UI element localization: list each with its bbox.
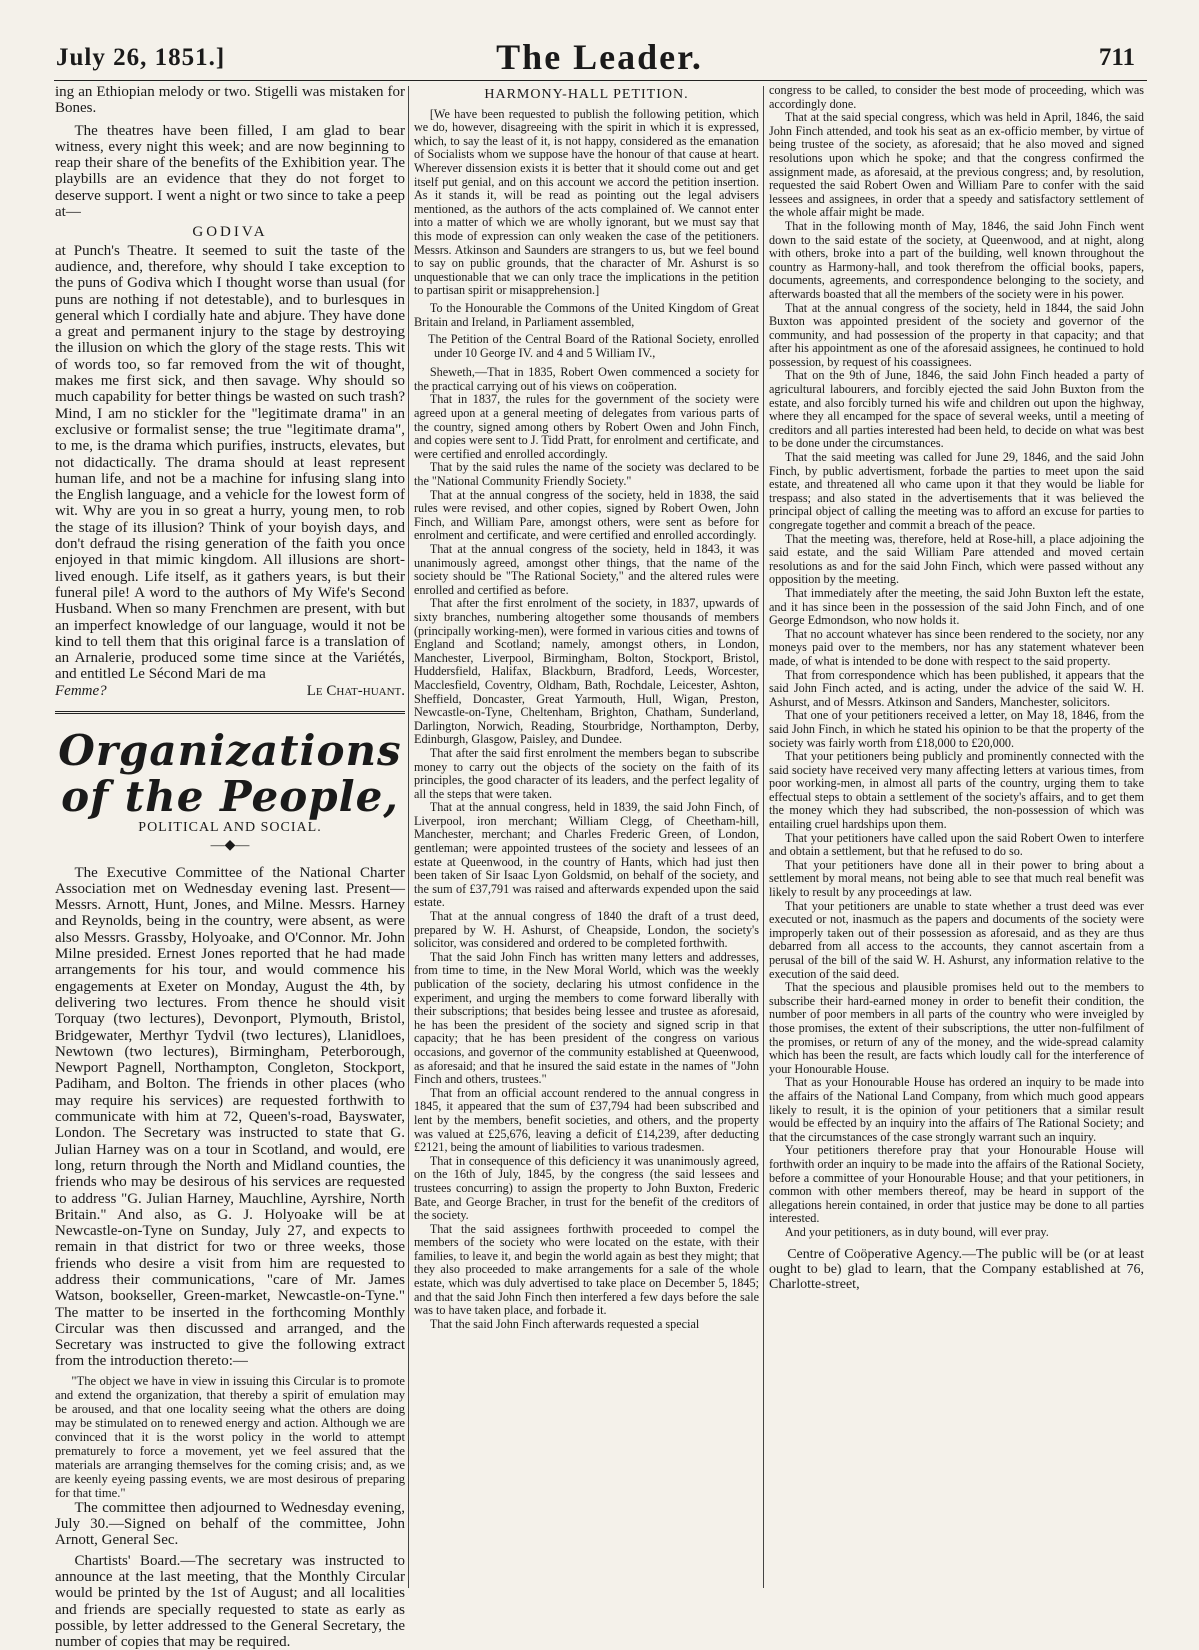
paragraph: That as your Honourable House has ordered an inquiry to be made into the affairs of the National Land Company, from which much good appears likely to result, it is the opinion of your petitioners that a similar result would be effected by an inquiry into the affairs of The Rational Society; and that the circumstances of the case strongly warrant such an inquiry.	[769, 1075, 1144, 1144]
paragraph: That your petitioners have done all in their power to bring about a settlement by moral means, not being able to see that much real benefit was likely to result by any proceedings at law.	[769, 857, 1144, 900]
review-heading: GODIVA	[192, 224, 268, 241]
masthead-title: The Leader.	[496, 37, 703, 77]
paragraph: Centre of Coöperative Agency.—The public will be (or at least ought to be) glad to learn, that the Company established at 76, Charlotte-street,	[769, 1247, 1144, 1293]
paragraph: [We have been requested to publish the following petition, which we do, however, disagreeing with the spirit in which it is expressed, which, to say the least of it, is not happy, considered as the emanation of Socialists whom we suppose have the honour of that cause at heart. Wherever dissension exists it is better that it should come out and get itself put genial, and on this account we accord the petition insertion. As it stands it, will be read as pointing out the legal advisers mentioned, as the authors of the acts complained of. We cannot enter into a matter of which we are wholly ignorant, but we must say that this mode of expression can only weaken the case of the petitioners. Messrs. Atkinson and Saunders are strangers to us, but we feel bound to say on public grounds, that the character of Mr. Ashurst is so unquestionable that we can only trace the implications in the petition to partisan spirit or misapprehension.]	[414, 106, 759, 298]
paragraph: That at the annual congress, held in 1839, the said John Finch, of Liverpool, iron merchant; William Clegg, of Cheetham-hill, Manchester, merchant; and Charles Frederic Green, of London, gentleman; were appointed trustees of the society and lessees of an estate at Queenwood, in the country of Hants, which had just then been taken of Sir Isaac Lyon Goldsmid, on behalf of the society, and the sum of £37,791 was raised and afterwards expended upon the said estate.	[414, 800, 759, 910]
paragraph: at Punch's Theatre. It seemed to suit the taste of the audience, and, therefore, why should I take exception to the puns of Godiva which I thought worse than usual (for puns are nothing if not detestable), and to burlesques in general which I cordially hate and abjure. They have done a great and permanent injury to the stage by destroying the illusion on which the glory of the stage rests. This wit of words too, so far removed from the wit of thought, makes me first sick, and then savage. Why should so much capability for better things be wasted on such trash? Mind, I am no stickler for the "legitimate drama" in an exclusive or formalist sense; the true "legitimate drama", to me, is the drama which purifies, instructs, elevates, but not didactically. The drama should at least represent human life, and not be a machine for infusing slang into the English language, and a vehicle for the lowest form of wit. Why are you in so great a hurry, young men, to rob the stage of its illusion? Think of your boyish days, and don't defraud the rising generation of the faith you once enjoyed in that mimic kingdom. All illusions are short-lived enough. Life itself, as it gathers years, is but their funeral pile! A word to the authors of My Wife's Second Husband. When so many Frenchmen are present, with but an imperfect knowledge of our language, would it not be kind to tell them that this original farce is a translation of an Arnalerie, produced some time since at the Variétés, and entitled Le Sécond Mari de ma	[55, 242, 405, 683]
paragraph: That from correspondence which has been published, it appears that the said John Finch acted, and is acting, under the advice of the said W. H. Ashurst, and of Messrs. Atkinson and Sanders, Manchester, solicitors.	[769, 667, 1144, 709]
paragraph: That the said meeting was called for June 29, 1846, and the said John Finch, by public advertisment, forbade the parties to meet upon the said estate, and threatened all who came upon it that they would be liable for trespass; and also stated in the advertisements that it was believed the principal object of calling the meeting was to afford an excuse for parties to congregate together and commit a breach of the peace.	[769, 450, 1144, 532]
paragraph: That at the annual congress of the society, held in 1843, it was unanimously agreed, amongst other things, that the name of the society should be "The Rational Society," and the altered rules were enrolled and certified as before.	[414, 542, 759, 597]
paragraph: That at the annual congress of the society, held in 1838, the said rules were revised, and other copies, signed by Robert Owen, John Finch, and William Pare, amongst others, were sent as before for enrolment and certificate, and were certified and enrolled accordingly.	[414, 487, 759, 543]
column-3	[769, 84, 1144, 1594]
paragraph: Sheweth,—That in 1835, Robert Owen commenced a society for the practical carrying out of his views on coöperation.	[414, 365, 759, 393]
paragraph: congress to be called, to consider the best mode of proceeding, which was accordingly done.	[769, 83, 1144, 111]
header-rule	[54, 80, 1147, 81]
paragraph: That the said John Finch has written many letters and addresses, from time to time, in the New Moral World, which was the weekly publication of the society, declaring his utmost confidence in the experiment, and urging the members to come forward liberally with their subscriptions; that besides being lessee and trustee as aforesaid, he has been the president of the society and signed scrip in that capacity; that he has been president of the congress on various occasions, and governor of the community established at Queenwood, as aforesaid; and that he insured the said estate in the names of "John Finch and others, trustees."	[414, 949, 759, 1087]
section-title: Organizations of the People,	[58, 725, 402, 821]
paragraph: That by the said rules the name of the society was declared to be the "National Community Friendly Society."	[414, 460, 759, 489]
ornament: —◆—	[210, 838, 250, 854]
page-header	[0, 0, 1199, 84]
section-subtitle: POLITICAL AND SOCIAL.	[138, 819, 322, 835]
section-rule	[55, 711, 405, 714]
paragraph: Your petitioners therefore pray that your Honourable House will forthwith order an inquiry to be made into the affairs of the Rational Society, before a committee of your Honourable House; and that your petitioners, in common with other members thereof, may be heard in support of the allegations herein contained, in order that justice may be done to all parties interested.	[769, 1143, 1144, 1226]
paragraph: That the specious and plausible promises held out to the members to subscribe their hard-earned money in order to benefit their condition, the number of poor members in all parts of the country who were inveigled by those promises, the extent of their subscriptions, the utter non-fulfilment of the promises, or return of any of the money, and the wide-spread calamity which has been the result, are facts which loudly call for the interference of your Honourable House.	[769, 980, 1144, 1076]
paragraph: Chartists' Board.—The secretary was instructed to announce at the last meeting, that the Monthly Circular would be printed by the 1st of August; and all localities and friends are specially requested to state as early as possible, by letter addressed to the General Secretary, the number of copies that may be required.	[55, 1552, 405, 1650]
paragraph: That at the annual congress of the society, held in 1844, the said John Buxton was appointed president of the society and governor of the community, and had possession of the property in that capacity; and that after his appointment as one of the aforesaid assignees, he continued to hold possession, by request of his coassignees.	[769, 300, 1144, 369]
paragraph: That the meeting was, therefore, held at Rose-hill, a place adjoining the said estate, and the said William Pare attended and moved certain resolutions as and for the said John Finch, which were passed without any opposition by the meeting.	[769, 531, 1144, 587]
paragraph: That in consequence of this deficiency it was unanimously agreed, on the 16th of July, 1845, by the congress (the said lessees and trustees concurring) to assign the property to John Buxton, Frederic Bate, and George Bracher, in trust for the benefit of the creditors of the society.	[414, 1153, 759, 1223]
paragraph: That no account whatever has since been rendered to the society, nor any moneys paid over to the members, nor has any statement whatever been made, of what is intended to be done with respect to the said property.	[769, 626, 1144, 668]
paragraph: That in the following month of May, 1846, the said John Finch went down to the said estate of the society, at Queenwood, and at night, along with others, broke into a part of the building, well known throughout the country as Harmony-hall, and took therefrom the official books, papers, documents, agreements, and correspondence belonging to the society, and afterwards boasted that all the members of the society were in his power.	[769, 218, 1144, 301]
paragraph: That at the said special congress, which was held in April, 1846, the said John Finch attended, and took his seat as an ex-officio member, by virtue of being trustee of the society, as aforesaid; that he also moved and signed resolutions upon which he spoke; and that the congress confirmed the assignment made, as aforesaid, at the previous congress; and, by resolution, requested the said Robert Owen and William Pare to confer with the said lessees and assignees, in order that a speedy and satisfactory settlement of the whole affair might be made.	[769, 110, 1144, 220]
column-1	[55, 84, 405, 1650]
quotation: "The object we have in view in issuing this Circular is to promote and extend the organization, that thereby a spirit of emulation may be aroused, and that one locality seeing what the others are doing may be stimulated on to renewed energy and action. Although we are convinced that it is the worst policy in the world to attempt prematurely to force a movement, yet we feel assured that the materials are arranging themselves for the coming crisis; and, as we are keenly eyeing passing events, we are most desirous of preparing for that time."	[55, 1373, 405, 1500]
paragraph: That your petitioners are unable to state whether a trust deed was ever executed or not, inasmuch as the papers and documents of the society were improperly taken out of their possession as aforesaid, and as they are thus debarred from all access to the accounts, they cannot ascertain from a perusal of the bill of the said W. H. Ashurst, any information relative to the execution of the said deed.	[769, 898, 1144, 981]
paragraph: And your petitioners, as in duty bound, will ever pray.	[784, 1224, 1049, 1239]
paragraph: That immediately after the meeting, the said John Buxton left the estate, and it has since been in the possession of the said John Finch, and of one George Edmondson, who now holds it.	[769, 585, 1144, 628]
paragraph: That your petitioners being publicly and prominently connected with the said society have received very many affecting letters at various times, from poor working-men, in almost all parts of the country, urging them to take effectual steps to obtain a settlement of the society's affairs, and to get them the money which they had subscribed, the non-possession of which was entailing cruel hardships upon them.	[769, 749, 1144, 832]
issue-date: July 26, 1851.]	[56, 44, 226, 71]
page-number: 711	[1098, 44, 1135, 71]
paragraph: That your petitioners have called upon the said Robert Owen to interfere and obtain a settlement, but that he refused to do so.	[769, 830, 1144, 859]
paragraph: That the said assignees forthwith proceeded to compel the members of the society who were located on the estate, with their families, to leave it, and begin the world again as best they might; that they also proceeded to make arrangements for a sale of the whole estate, which was duly advertised to take place on December 5, 1845; and that the said John Finch then interfered a few days before the sale was to have taken place, and forbade it.	[414, 1221, 759, 1318]
paragraph: That the said John Finch afterwards requested a special	[429, 1316, 700, 1331]
author-signature: Le Chat-huant.	[306, 682, 405, 699]
column-divider-1	[408, 86, 409, 1588]
column-divider-2	[763, 86, 764, 1588]
address: To the Honourable the Commons of the United Kingdom of Great Britain and Ireland, in Parliament assembled,	[414, 300, 759, 329]
paragraph-end: Femme?	[55, 682, 107, 699]
article-heading: HARMONY-HALL PETITION.	[484, 87, 689, 102]
paragraph: That one of your petitioners received a letter, on May 18, 1846, from the said John Finch, in which he stated his opinion to be that the property of the society was fairly worth from £18,000 to £20,000.	[769, 708, 1144, 750]
paragraph: That at the annual congress of 1840 the draft of a trust deed, prepared by W. H. Ashurst, of Cheapside, London, the society's solicitor, was considered and ordered to be completed forthwith.	[414, 909, 759, 951]
paragraph: ing an Ethiopian melody or two. Stigelli was mistaken for Bones.	[55, 84, 405, 117]
column-2	[414, 84, 759, 1594]
paragraph: That in 1837, the rules for the government of the society were agreed upon at a general meeting of delegates from various parts of the country, signed among others by Robert Owen and John Finch, and copies were sent to J. Tidd Pratt, for enrolment and certificate, and were certified and enrolled accordingly.	[414, 392, 759, 461]
paragraph: That on the 9th of June, 1846, the said John Finch headed a party of agricultural labourers, and forcibly ejected the said John Buxton from the estate, and also forcibly turned his wife and children out upon the highway, where they all encamped for the space of several weeks, until a meeting of creditors and all parties interested had been held, to decide on what was best to be done under the circumstances.	[769, 368, 1144, 451]
paragraph: That after the said first enrolment the members began to subscribe money to carry out the objects of the society on the faith of its principles, the good character of its leaders, and the perfect legality of all the steps that were taken.	[414, 745, 759, 801]
petition-title: The Petition of the Central Board of the Rational Society, enrolled under 10 George IV. and 4 and 5 William IV.,	[428, 332, 759, 360]
paragraph: That from an official account rendered to the annual congress in 1845, it appeared that the sum of £37,794 had been subscribed and lent by the members, benefit societies, and others, and the property was valued at £25,676, leaving a deficit of £14,239, after deducting £2121, being the amount of liabilities to various tradesmen.	[414, 1085, 759, 1155]
paragraph: That after the first enrolment of the society, in 1837, upwards of sixty branches, numbering altogether some thousands of members (principally working-men), were formed in various cities and towns of England and Scotland; namely, amongst others, in London, Manchester, Liverpool, Birmingham, Bolton, Stockport, Bristol, Huddersfield, Halifax, Blackburn, Bradford, Leeds, Worcester, Macclesfield, Coventry, Oldham, Bath, Rochdale, Leicester, Ashton, Sheffield, Doncaster, Great Yarmouth, Hull, Wigan, Preston, Newcastle-on-Tyne, Cheltenham, Brighton, Chatham, Sunderland, Darlington, Norwich, Reading, Stourbridge, Northampton, Derby, Edinburgh, Glasgow, Paisley, and Dundee.	[414, 596, 759, 747]
paragraph: The Executive Committee of the National Charter Association met on Wednesday evening last. Present—Messrs. Arnott, Hunt, Jones, and Milne. Messrs. Harney and Reynolds, being in the country, were absent, as were also Messrs. Grassby, Holyoake, and O'Connor. Mr. John Milne presided. Ernest Jones reported that he had made arrangements for his tour, and would commence his engagements at Exeter on Monday, August the 4th, by delivering two lectures. From thence he should visit Torquay (two lectures), Devonport, Plymouth, Bristol, Bridgewater, Merthyr Tydvil (two lectures), Llanidloes, Newtown (two lectures), Birmingham, Peterborough, Newport Pagnell, Northampton, Congleton, Stockport, Padiham, and Bolton. The friends in other places (who may require his services) are requested forthwith to communicate with him at 72, Queen's-road, Bayswater, London. The Secretary was instructed to state that G. Julian Harney was on a tour in Scotland, and would, ere long, return through the North and Midland counties, the friends who may be desirous of his services are requested to address "G. Julian Harney, Mauchline, Ayrshire, North Britain." And also, as G. J. Holyoake will be at Newcastle-on-Tyne on Sunday, July 27, and expects to remain in that district for two or three weeks, those friends who desire a visit from him are requested to address their communications, "care of Mr. James Watson, bookseller, Green-market, Newcastle-on-Tyne." The matter to be inserted in the forthcoming Monthly Circular was then discussed and arranged, and the Secretary was instructed to give the following extract from the introduction thereto:—	[55, 864, 405, 1370]
paragraph: The theatres have been filled, I am glad to bear witness, every night this week; and are now beginning to reap their share of the benefits of the Exhibition year. The playbills are an evidence that they do not forget to deserve support. I went a night or two since to take a peep at—	[55, 122, 405, 221]
paragraph: The committee then adjourned to Wednesday evening, July 30.—Signed on behalf of the committee, John Arnott, General Sec.	[55, 1499, 405, 1549]
